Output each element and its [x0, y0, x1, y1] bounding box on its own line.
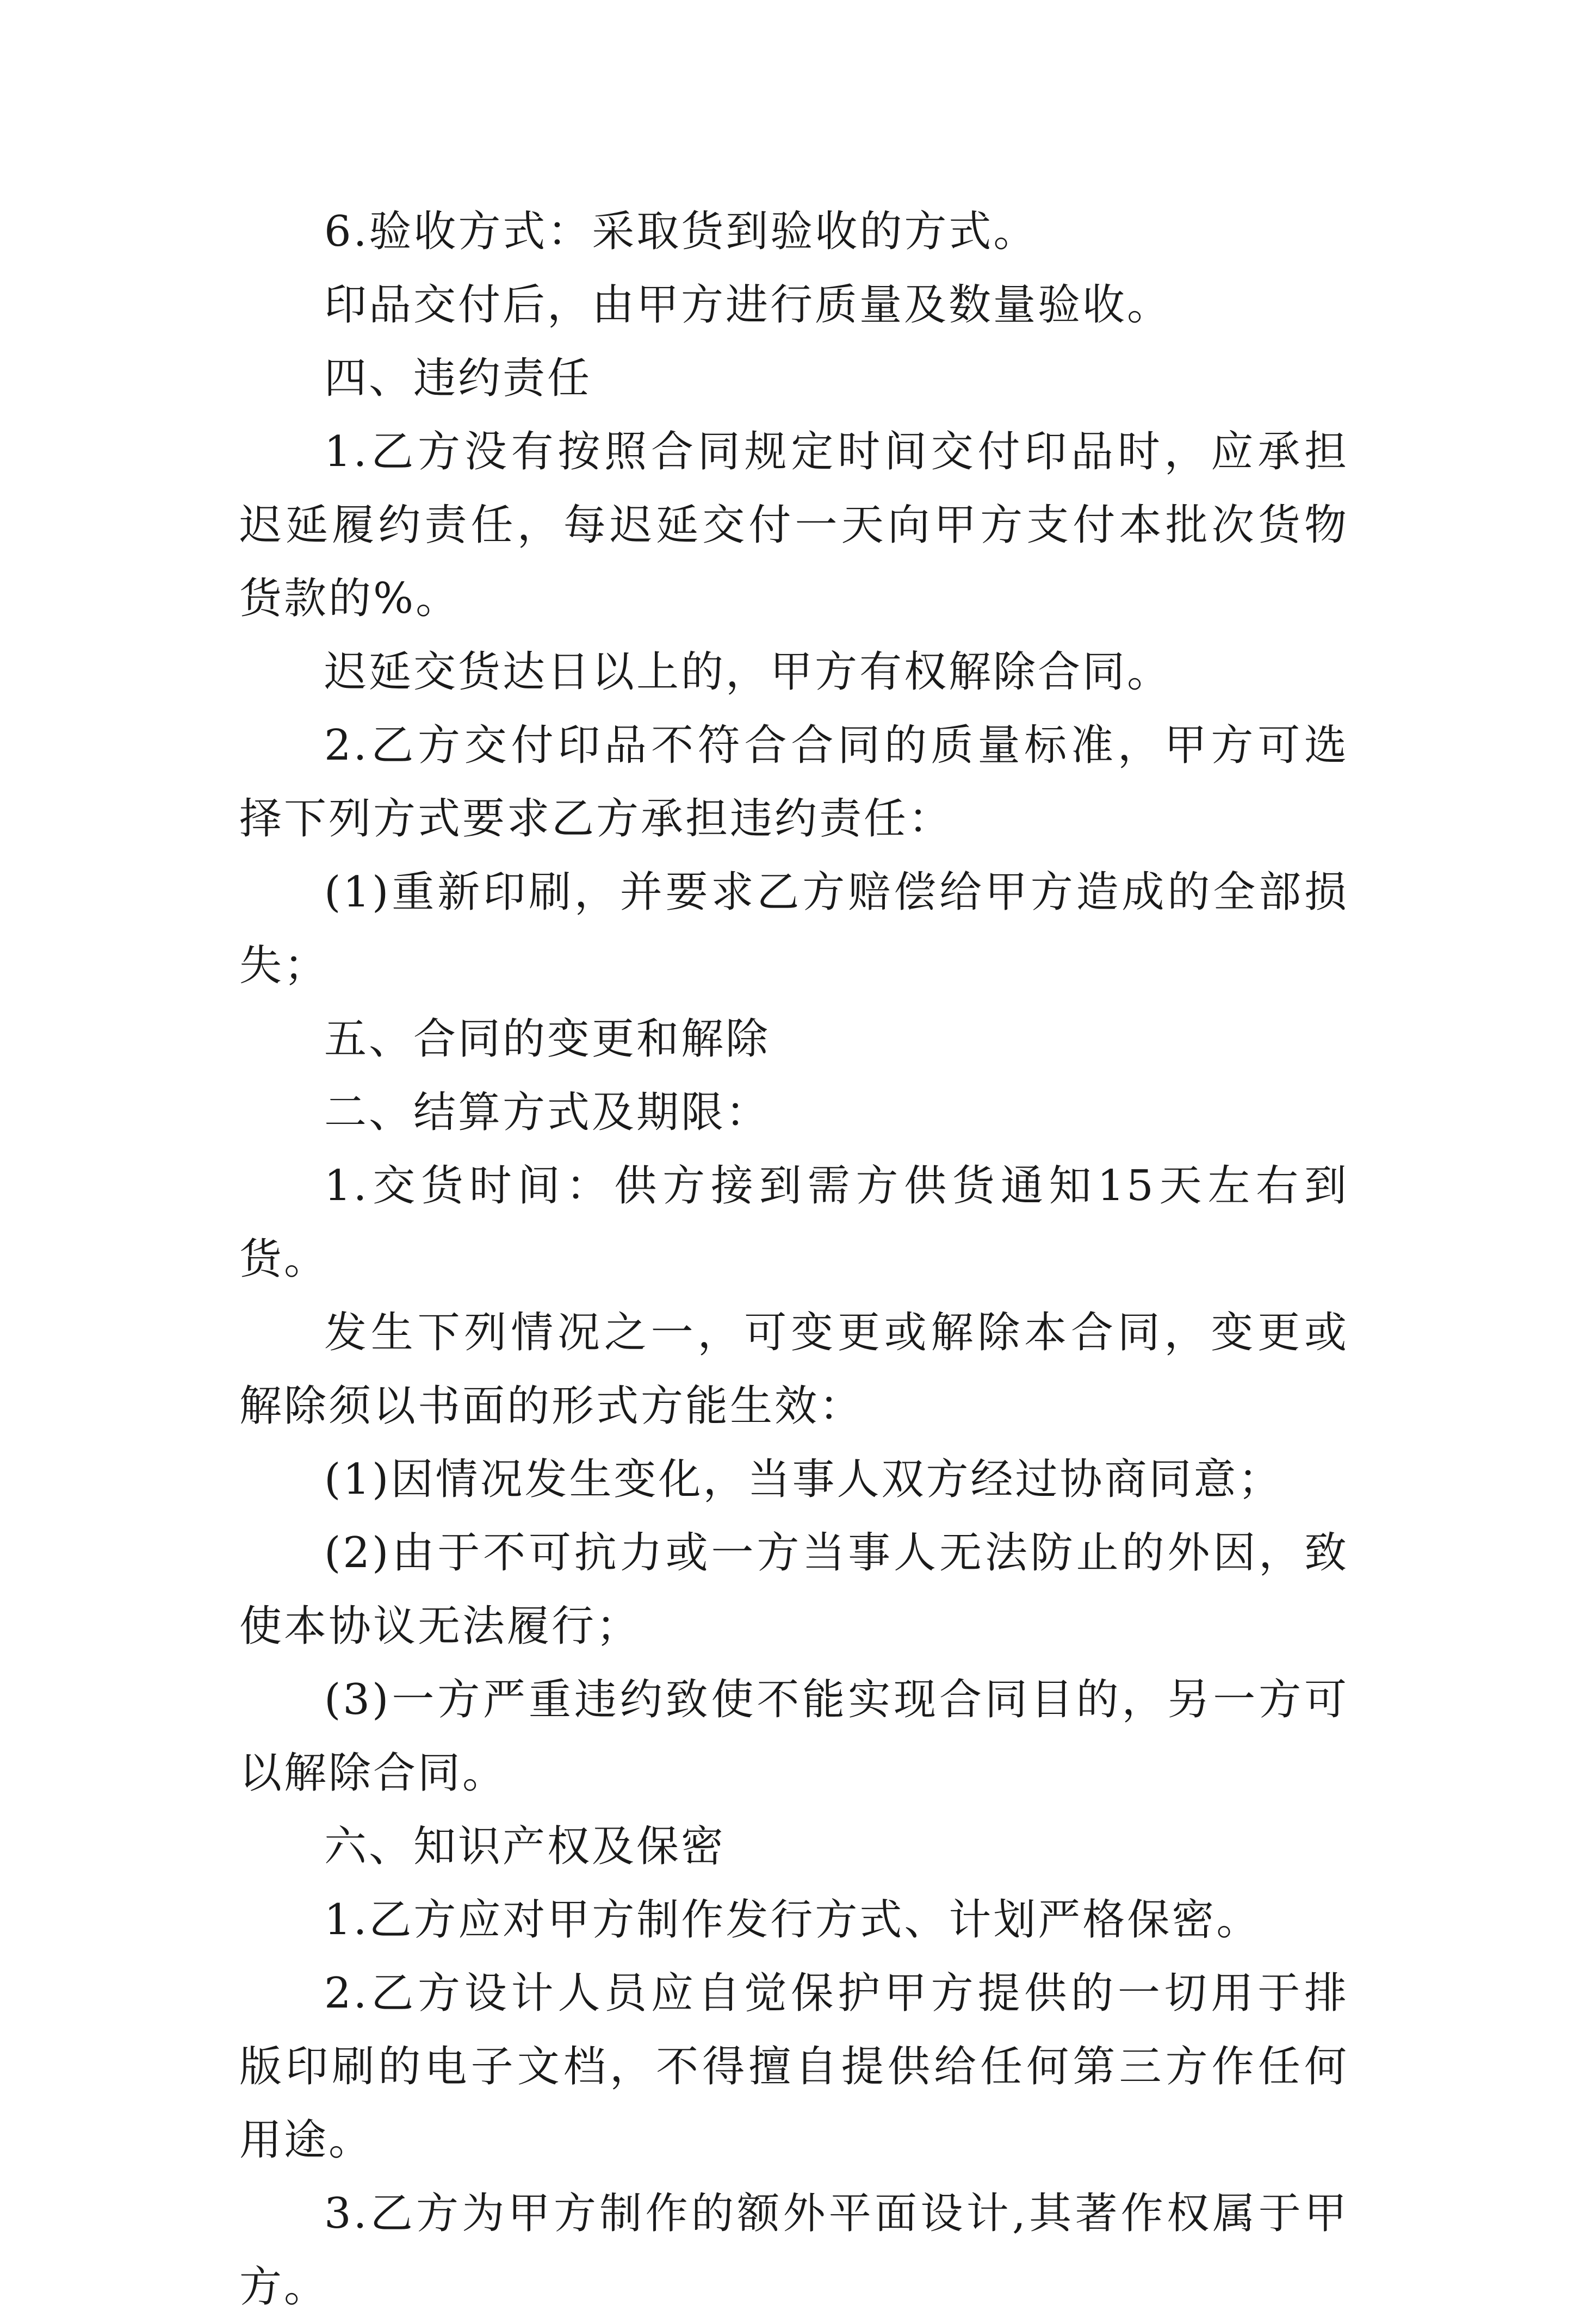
paragraph-acceptance-method: 6.验收方式：采取货到验收的方式。: [324, 207, 1038, 256]
paragraph-quality-nonconformance: 2.乙方交付印品不符合合同的质量标准，甲方可选择下列方式要求乙方承担违约责任：: [239, 721, 1349, 843]
paragraph-delivery-time: 1.交货时间：供方接到需方供货通知15天左右到货。: [239, 1161, 1349, 1284]
paragraph-condition-3: (3)一方严重违约致使不能实现合同目的，另一方可以解除合同。: [239, 1675, 1349, 1798]
heading-contract-change: 五、合同的变更和解除: [324, 1015, 771, 1064]
paragraph-confidentiality-2: 2.乙方设计人员应自觉保护甲方提供的一切用于排版印刷的电子文档，不得擅自提供给任何第三方作任何用途。: [239, 1969, 1349, 2165]
heading-breach-liability: 四、违约责任: [324, 354, 592, 403]
paragraph-reprint-remedy: (1)重新印刷，并要求乙方赔偿给甲方造成的全部损失；: [239, 868, 1349, 990]
heading-settlement-method: 二、结算方式及期限：: [324, 1088, 771, 1137]
paragraph-quality-inspection: 印品交付后，由甲方进行质量及数量验收。: [324, 281, 1172, 330]
paragraph-late-delivery: 1.乙方没有按照合同规定时间交付印品时，应承担迟延履约责任，每迟延交付一天向甲方支付本批次货物货款的%。: [239, 427, 1349, 623]
paragraph-copyright: 3.乙方为甲方制作的额外平面设计,其著作权属于甲方。: [239, 2189, 1349, 2311]
paragraph-condition-2: (2)由于不可抗力或一方当事人无法防止的外因，致使本协议无法履行；: [239, 1528, 1349, 1651]
document-body: [239, 195, 1349, 2324]
paragraph-termination-right: 迟延交货达日以上的，甲方有权解除合同。: [324, 648, 1172, 697]
paragraph-confidentiality-1: 1.乙方应对甲方制作发行方式、计划严格保密。: [324, 1896, 1261, 1944]
paragraph-change-conditions: 发生下列情况之一，可变更或解除本合同，变更或解除须以书面的形式方能生效：: [239, 1308, 1349, 1431]
heading-ip-confidentiality: 六、知识产权及保密: [324, 1822, 726, 1871]
paragraph-condition-1: (1)因情况发生变化，当事人双方经过协商同意；: [324, 1455, 1283, 1504]
